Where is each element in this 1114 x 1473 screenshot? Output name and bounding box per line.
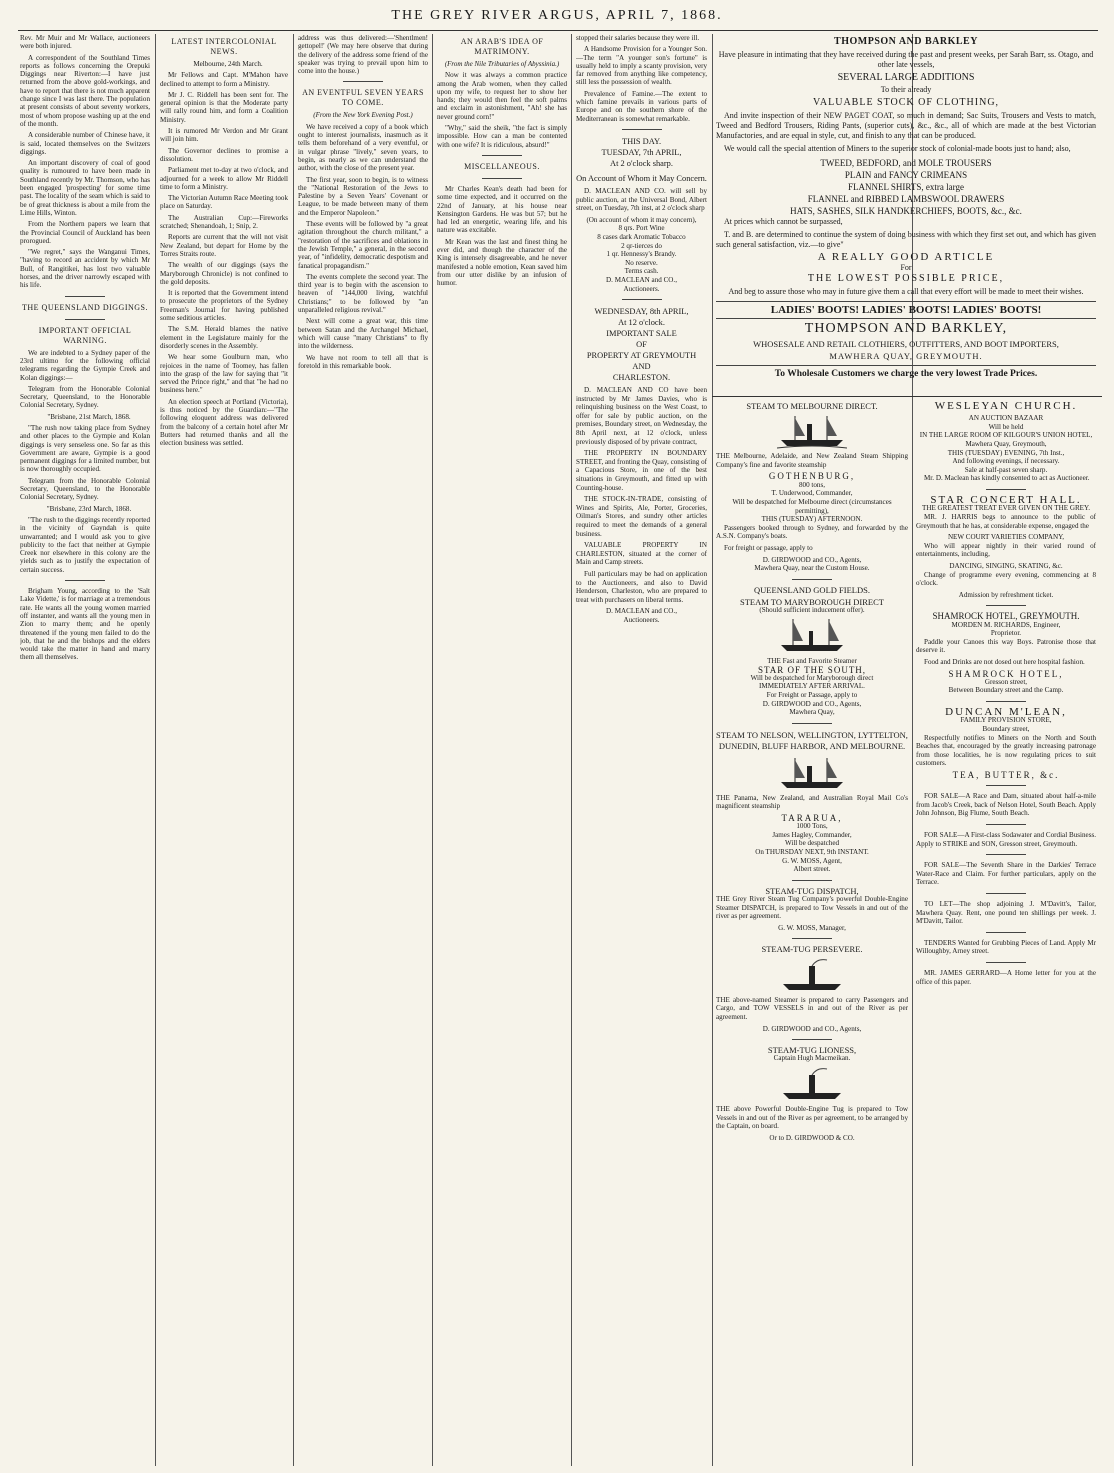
ad-line: THOMPSON AND BARKLEY, xyxy=(804,321,1008,337)
ad-line: IMMEDIATELY AFTER ARRIVAL. xyxy=(759,682,865,691)
column-rule xyxy=(712,34,713,1466)
ad-body: THE Grey River Steam Tug Company's powerful Double-Engine Steamer DISPATCH, is prepared to Tow Vessels in and out of the river as per agreement. xyxy=(716,895,908,921)
article-headline: AN EVENTFUL SEVEN YEARS TO COME. xyxy=(302,88,424,108)
ad-line: No reserve. xyxy=(625,258,658,267)
divider xyxy=(65,319,105,320)
ad-line: SEVERAL LARGE ADDITIONS xyxy=(837,72,975,83)
ad-line: James Hagley, Commander, xyxy=(772,830,852,839)
column-3 xyxy=(298,34,428,1466)
article-paragraph: The events complete the second year. The third year is to begin with the ascension to heaven of "144,000 living, watchful Christians;" to be followed by "an unparalleled religious revival." xyxy=(298,272,428,315)
ad-body: THE PROPERTY IN BOUNDARY STREET, and fronting the Quay, consisting of a Capacious Store, in one of the best situations in Greymouth, and fitted up with Counting-house. xyxy=(576,449,707,492)
article-paragraph: A correspondent of the Southland Times reports as follows concerning the Orepuki Diggings near Riverton:—I have just returned from the above gold-workings, and have to report that there is not much apparent change since I was last there. The population at present consists of about seventy workers, most of whom propose washing up at the end of the month. xyxy=(20,53,150,128)
ad-signature: D. GIRDWOOD and CO., Agents, xyxy=(762,555,862,564)
ad-body: Change of programme every evening, commencing at 8 o'clock. xyxy=(916,570,1096,588)
shipping-column xyxy=(716,402,908,1466)
article-paragraph: The Governor declines to promise a dissolution. xyxy=(160,146,288,163)
ad-body: THE Fast and Favorite Steamer xyxy=(767,656,857,665)
article-paragraph: The S.M. Herald blames the native element in the Legislature mainly for the disorderly scenes in the Assembly. xyxy=(160,325,288,350)
divider xyxy=(622,299,662,300)
ad-line: OF xyxy=(636,340,647,350)
ship-name: STAR OF THE SOUTH, xyxy=(757,664,867,675)
ad-item: 1 qr. Hennessy's Brandy. xyxy=(606,250,677,259)
divider xyxy=(986,962,1026,963)
ad-line: THIS DAY. xyxy=(621,136,662,146)
classified-ad: MR. JAMES GERRARD—A Home letter for you at the office of this paper. xyxy=(916,968,1096,986)
ad-line: Boundary street, xyxy=(982,724,1030,733)
classified-ad: TO LET—The shop adjoining J. M'Davitt's, Tailor, Mawhera Quay. Rent, one pound ten shillings per week. J. M'Davitt, Tailor. xyxy=(916,899,1096,926)
ad-line: Gresson street, xyxy=(984,677,1028,686)
ad-item: FLANNEL and RIBBED LAMBSWOOL DRAWERS xyxy=(807,193,1005,204)
ad-signature: G. W. MOSS, Agent, xyxy=(782,856,842,865)
ad-line: THIS (TUESDAY) AFTERNOON. xyxy=(761,515,863,524)
ad-line: NEW COURT VARIETIES COMPANY, xyxy=(947,533,1065,542)
ad-line: Sale at half-past seven sharp. xyxy=(964,465,1048,474)
ad-line: WEDNESDAY, 8th APRIL, xyxy=(594,307,689,317)
ad-line: MAWHERA QUAY, GREYMOUTH. xyxy=(829,351,983,362)
article-paragraph: The first year, soon to begin, is to witness the "National Restoration of the Jews to Palestine by a Seven Years' Covenant or League, to be made between many of them and the Emperor Napoleon." xyxy=(298,175,428,217)
ad-line: T. Underwood, Commander, xyxy=(771,489,853,498)
article-paragraph: stopped their salaries because they were ill. xyxy=(576,34,700,42)
article-paragraph: Mr J. C. Riddell has been sent for. The general opinion is that the Moderate party will rally round him, and form a Coalition Ministry. xyxy=(160,90,288,124)
article-paragraph: The Victorian Autumn Race Meeting took place on Saturday. xyxy=(160,194,288,211)
ad-line: To Wholesale Customers we charge the very lowest Trade Prices. xyxy=(774,368,1038,379)
article-paragraph: Mr Fellows and Capt. M'Mahon have declined to attempt to form a Ministry. xyxy=(160,71,288,88)
divider xyxy=(792,579,832,580)
divider xyxy=(65,296,105,297)
ad-signature: Auctioneers. xyxy=(623,615,660,624)
ad-body: THE above Powerful Double-Engine Tug is prepared to Tow Vessels in and out of the River as per agreement, to be arranged by the Captain, on board. xyxy=(716,1105,908,1131)
classified-ad: FOR SALE—A First-class Sodawater and Cordial Business. Apply to STRIKE and SON, Gresson street, Greymouth. xyxy=(916,830,1096,848)
ad-line: Will be despatched for Melbourne direct (circumstances permitting), xyxy=(732,497,892,515)
classified-ad: TENDERS Wanted for Grubbing Pieces of Land. Apply Mr Willoughby, Arney street. xyxy=(916,938,1096,956)
divider xyxy=(986,824,1026,825)
divider xyxy=(482,178,522,179)
ad-body: THE above-named Steamer is prepared to carry Passengers and Cargo, and TOW VESSELS in and out of the River as per agreement. xyxy=(716,995,908,1021)
article-paragraph: Rev. Mr Muir and Mr Wallace, auctioneers were both injured. xyxy=(20,34,150,51)
ad-line: THE LOWEST POSSIBLE PRICE, xyxy=(807,273,1005,285)
ad-line: On Account of Whom it May Concern. xyxy=(576,173,707,183)
ad-line: (On account of whom it may concern), xyxy=(586,215,697,224)
article-paragraph: Telegram from the Honorable Colonial Secretary, Queensland, to the Honorable Colonial Secretary, Sydney. xyxy=(20,476,150,502)
ad-headline: DUNCAN M'LEAN, xyxy=(945,706,1067,719)
ad-line: At 2 o'clock sharp. xyxy=(610,158,673,168)
ad-line: CHARLESTON. xyxy=(612,373,671,383)
ad-item: 2 qr-tierces do xyxy=(621,241,662,250)
ad-line: And following evenings, if necessary. xyxy=(952,457,1060,466)
article-paragraph: Reports are current that the will not visit New Zealand, but depart for Home by the Torres Straits route. xyxy=(160,233,288,258)
steamship-illustration xyxy=(777,412,847,450)
article-paragraph: "The rush to the diggings recently reported in the vicinity of Gayndah is quite unwarranted; and I would ask you to give publicity to the fact that neither at Gympie Creek nor elsewhere in this colony are the yields such as to justify the expectation of certain success. xyxy=(20,515,150,574)
ad-headline: STEAM TO MELBOURNE DIRECT. xyxy=(746,402,878,411)
divider xyxy=(622,129,662,130)
divider xyxy=(792,1039,832,1040)
ad-body: Respectfully notifies to Miners on the North and South Beaches that, encouraged by the greatly increasing patronage from those localities, he is now regulating prices to suit customers. xyxy=(916,733,1096,768)
ad-headline: SHAMROCK HOTEL, GREYMOUTH. xyxy=(932,611,1080,622)
article-paragraph: We hear some Goulburn man, who rejoices in the name of Toomey, has fallen into the grasp of the law for saying that "it served the Prince right," and that "he had no business here." xyxy=(160,353,288,395)
ad-signature: D. GIRDWOOD and CO., Agents, xyxy=(762,1024,862,1033)
column-2 xyxy=(160,34,288,1466)
ad-headline: QUEENSLAND GOLD FIELDS. xyxy=(754,584,870,595)
dateline: "Brisbane, 21st March, 1868. xyxy=(47,412,131,421)
ad-signature: G. W. MOSS, Manager, xyxy=(778,923,846,932)
ad-headline: STEAM-TUG LIONESS, xyxy=(767,1045,857,1056)
ad-signature: Or to D. GIRDWOOD & CO. xyxy=(769,1133,855,1142)
article-paragraph: We have received a copy of a book which ought to interest journalists, inasmuch as it tells them beforehand of a very eventful, or in vulgar phrase "lively," seven years, to begin, as nearly as we can understand the author, with the close of the present year. xyxy=(298,122,428,173)
ad-line: FAMILY PROVISION STORE, xyxy=(960,716,1052,725)
ad-line: (Should sufficient inducement offer). xyxy=(759,606,865,615)
ad-signature: D. MACLEAN and CO., xyxy=(606,607,677,616)
divider xyxy=(792,938,832,939)
ad-item: HATS, SASHES, SILK HANDKERCHIEFS, BOOTS, &c., &c. xyxy=(790,205,1022,216)
notices-column xyxy=(916,402,1096,1466)
steam-tug-illustration xyxy=(777,1065,847,1103)
ad-line: THE GREATEST TREAT EVER GIVEN ON THE GREY. xyxy=(921,504,1090,513)
ad-body: VALUABLE PROPERTY IN CHARLESTON, situated at the corner of Main and Camp streets. xyxy=(576,541,707,567)
article-paragraph: "The rush now taking place from Sydney and other places to the Gympie and Kolan diggings is very senseless one. So far as this Government are aware, Gympie is a good permanent diggings for a limited number, but is now thoroughly occupied. xyxy=(20,423,150,474)
ad-body: T. and B. are determined to continue the system of doing business with which they first set out, and which has given such general satisfaction, viz.—to give" xyxy=(716,229,1096,249)
ad-line: On THURSDAY NEXT, 9th INSTANT. xyxy=(755,848,869,857)
ad-body: Passengers booked through to Sydney, and forwarded by the A.S.N. Company's boats. xyxy=(716,523,908,541)
ad-line: At 12 o'clock. xyxy=(618,318,665,328)
article-paragraph: A Handsome Provision for a Younger Son.—The term "A younger son's fortune" is usually held to imply a scanty provision, very far removed from anything like competency, still less the possession of wealth. xyxy=(576,45,707,87)
masthead-title: THE GREY RIVER ARGUS, APRIL 7, 1868. xyxy=(391,8,723,23)
masthead-rule xyxy=(18,30,1098,31)
ad-line: TEA, BUTTER, &c. xyxy=(952,769,1060,780)
ad-signature: D. MACLEAN and CO., xyxy=(606,275,677,284)
divider xyxy=(792,723,832,724)
ad-item: 8 cases dark Aromatic Tobacco xyxy=(597,232,686,241)
ad-signature: Auctioneers. xyxy=(623,284,660,293)
ad-headline: STAR CONCERT HALL. xyxy=(930,494,1082,507)
column-4 xyxy=(437,34,567,1466)
divider xyxy=(986,785,1026,786)
ad-body: THE Panama, New Zealand, and Australian Royal Mail Co's magnificent steamship xyxy=(716,793,908,811)
ad-body: And invite inspection of their NEW PAGET COAT, so much in demand; Sac Suits, Trousers and Vests to match, Tweed and Bedford Trousers, Riding Pants, (superior cuts), &c., &c., all of which are made at the best Victorian Manufactories, and are equal in style, cut, and finish to any that can be produced. xyxy=(716,110,1096,140)
article-paragraph: "We regret," says the Wanganui Times, "having to record an accident by which Mr Bull, of Rangitikei, has lost two valuable horses, and the driver narrowly escaped with his life. xyxy=(20,248,150,290)
ad-body: THE Melbourne, Adelaide, and New Zealand Steam Shipping Company's fine and favorite steamship xyxy=(716,452,908,469)
article-paragraph: Mr Kean was the last and finest thing he ever did, and though the character of the King is intensely disagreeable, and he never manifested a noble emotion, Kean saved him from our utter dislike by an infusion of humor. xyxy=(437,237,567,288)
ad-body: Food and Drinks are not dosed out here hospital fashion. xyxy=(924,657,1085,666)
ad-item: 8 qrs. Port Wine xyxy=(618,224,665,233)
ad-signature: Mawhera Quay, near the Custom House. xyxy=(754,564,870,573)
ad-line: PROPERTY AT GREYMOUTH xyxy=(586,351,697,361)
ad-line: VALUABLE STOCK OF CLOTHING, xyxy=(812,96,1000,108)
divider xyxy=(986,605,1026,606)
ad-item: TWEED, BEDFORD, and MOLE TROUSERS xyxy=(820,157,992,168)
ad-headline: THOMPSON AND BARKLEY xyxy=(834,36,978,47)
column-1 xyxy=(20,34,150,1466)
column-rule xyxy=(155,34,156,1466)
ad-item: PLAIN and FANCY CRIMEANS xyxy=(844,169,968,180)
article-paragraph: An election speech at Portland (Victoria), is thus noticed by the Guardian:—"The following eloquent address was delivered from the balcony of a certain hotel after Mr Butters had returned thanks and all the election business was settled. xyxy=(160,397,288,448)
article-headline: AN ARAB'S IDEA OF MATRIMONY. xyxy=(460,37,544,56)
ad-line: 800 tons, xyxy=(798,480,825,489)
ad-line: For xyxy=(900,263,912,273)
ad-body: For freight or passage, apply to xyxy=(724,543,813,552)
ad-headline: WESLEYAN CHURCH. xyxy=(934,402,1078,412)
dateline: "Brisbane, 23rd March, 1868. xyxy=(46,504,132,513)
ad-line: 1000 Tons, xyxy=(796,822,828,831)
divider xyxy=(986,489,1026,490)
article-paragraph: Prevalence of Famine.—The extent to which famine prevails in various parts of Europe and on the southern shore of the Mediterranean is somewhat remarkable. xyxy=(576,89,707,123)
article-paragraph: It is rumored Mr Verdon and Mr Grant will join him. xyxy=(160,127,288,144)
article-paragraph: Brigham Young, according to the 'Salt Lake Vidette,' is for marriage at a tremendous rate. He wants all the young women married off instanter, and wants all the young men in Zion to marry them; and he openly threatened if the young men failed to do the job, that he and the bishops and the elders would take the matter in hand and marry them all themselves. xyxy=(20,587,150,662)
ad-body: D. MACLEAN AND CO have been instructed by Mr James Davies, who is relinquishing business on the West Coast, to offer for sale by public auction, on the premises, Boundary street, on Wednesday, the 8th April next, at 12 o'clock, unless previously disposed of by private contract, xyxy=(576,386,707,446)
divider xyxy=(482,155,522,156)
column-rule xyxy=(571,34,572,1466)
article-paragraph: The wealth of our diggings (says the Maryborough Chronicle) is not confined to the gold deposits. xyxy=(160,261,288,286)
article-paragraph: Next will come a great war, this time between Satan and the Archangel Michael, which will cause "many Christians" to fly into the wilderness. xyxy=(298,317,428,351)
article-paragraph: Mr Charles Kean's death had been for some time expected, and it occurred on the 22nd of January, at his house near Kensington Gardens. He was but 57; but he had led an energetic, wearing life, and his nature was excitable. xyxy=(437,184,567,235)
masthead xyxy=(0,6,1114,28)
thompson-barkley-ad xyxy=(716,34,1096,434)
ad-headline: STEAM TO MARYBOROUGH DIRECT xyxy=(740,597,884,608)
ad-line: Will be despatched for Maryborough direct xyxy=(750,673,874,682)
ad-signature: D. GIRDWOOD and CO., Agents, xyxy=(762,699,862,708)
article-subheadline: IMPORTANT OFFICIAL WARNING. xyxy=(38,325,132,345)
article-paragraph: An important discovery of coal of good quality is rumoured to have been made in Southland recently by Mr. Thomson, who has been engaged 'prospecting' for some time past. The locality of the seam which is said to be of great thickness is about a mile from the Lime Hills, Winton. xyxy=(20,159,150,217)
ad-line: Admission by refreshment ticket. xyxy=(958,590,1054,599)
divider xyxy=(792,880,832,881)
ad-body: D. MACLEAN AND CO. will sell by public auction, at the Universal Bond, Albert street, on Tuesday, 7th inst, at 2 o'clock sharp xyxy=(576,186,707,213)
ad-line: THIS (TUESDAY) EVENING, 7th Inst., xyxy=(947,448,1065,457)
ad-body: Have pleasure in intimating that they have received during the past and present weeks, per Sarah Barr, ss. Otago, and other late vessels, xyxy=(718,50,1094,69)
ad-body: Full particulars may be had on application to the Auctioneers, and also to David Henderson, Charleston, who are prepared to treat with purchasers on liberal terms. xyxy=(576,569,707,604)
ad-headline: STEAM-TUG PERSEVERE. xyxy=(761,944,863,955)
article-paragraph: "Why," said the sheik, "the fact is simply impossible. How can a man be contented with one wife? It is ridiculous, absurd!" xyxy=(437,124,567,149)
section-headline: MISCELLANEOUS. xyxy=(464,161,540,171)
divider xyxy=(986,854,1026,855)
divider xyxy=(986,701,1026,702)
steamship-illustration xyxy=(777,754,847,792)
article-source: (From the Nile Tributaries of Abyssinia.) xyxy=(444,60,560,68)
ad-body: We would call the special attention of Miners to the superior stock of colonial-made boots just to hand; also, xyxy=(724,143,1071,153)
ad-line: For Freight or Passage, apply to xyxy=(766,690,858,699)
article-paragraph: Telegram from the Honorable Colonial Secretary, Queensland, to the Honorable Colonial Secretary, Sydney. xyxy=(20,384,150,410)
ad-line: AND xyxy=(632,362,651,372)
divider xyxy=(65,580,105,581)
ad-line: Proprietor. xyxy=(990,629,1022,638)
article-paragraph: address was thus delivered:—'Shentlmen! gettopel!' (We may here observe that during the delivery of the address some friend of the speaker was trying to prevail upon him to come into the house.) xyxy=(298,34,428,76)
article-paragraph: We are indebted to a Sydney paper of the 23rd ultimo for the following official telegrams regarding the Gympie Creek and Kolan diggings:— xyxy=(20,348,150,382)
ad-signature: Albert street. xyxy=(793,865,831,874)
ad-line: To their already xyxy=(880,85,932,95)
article-source: (From the New York Evening Post.) xyxy=(313,111,413,120)
article-paragraph: Now it was always a common practice among the Arab women, when they called upon my wife, to request her to show her hands; they would then feel the soft palms and exclaim in astonishment, "Ah! she has never ground corn!" xyxy=(437,71,567,121)
ad-body: Mr. D. Maclean has kindly consented to act as Auctioneer. xyxy=(924,474,1090,483)
auction-ad-1 xyxy=(576,136,707,293)
ad-signature: Mawhera Quay, xyxy=(789,708,835,717)
column-rule xyxy=(432,34,433,1466)
ad-body: MR. J. HARRIS begs to announce to the public of Greymouth that he has, at considerable expense, engaged the xyxy=(916,512,1096,530)
ad-line: LADIES' BOOTS! LADIES' BOOTS! LADIES' BOOTS! xyxy=(770,303,1042,316)
ad-line: Mawhera Quay, Greymouth, xyxy=(965,440,1047,449)
ad-line: Terms cash. xyxy=(624,267,659,276)
ad-body: THE STOCK-IN-TRADE, consisting of Wines and Spirits, Ale, Porter, Groceries, Oilman's Stores, and sundry other articles required to meet the demands of a general business. xyxy=(576,495,707,538)
ad-line: Will be despatched xyxy=(784,839,840,848)
steamship-illustration xyxy=(777,617,847,655)
article-paragraph: Parliament met to-day at two o'clock, and adjourned for a week to allow Mr Riddell time to form a Ministry. xyxy=(160,166,288,191)
column-5 xyxy=(576,34,707,1466)
article-paragraph: These events will be followed by "a great agitation throughout the church militant," a "restoration of the sacrifices and oblations in the Jewish Temple," a general, in the second year, of "infidelity, democratic despotism and fanatical propagandism." xyxy=(298,220,428,270)
article-headline: THE QUEENSLAND DIGGINGS. xyxy=(22,302,148,312)
ad-headline: STEAM-TUG DISPATCH, xyxy=(765,885,859,896)
ad-line: DANCING, SINGING, SKATING, &c. xyxy=(949,561,1063,570)
column-rule xyxy=(293,34,294,1466)
classified-ad: FOR SALE—A Race and Dam, situated about half-a-mile from Jacob's Creek, back of Nelson Hotel, South Beach. Apply John Johnson, Big Flume, South Beach. xyxy=(916,792,1096,818)
ad-line: Between Boundary street and the Camp. xyxy=(948,686,1064,695)
ad-body: At prices which cannot be surpassed, xyxy=(724,216,843,226)
section-rule xyxy=(712,396,1102,397)
auction-ad-2 xyxy=(576,306,707,624)
divider xyxy=(986,893,1026,894)
ad-item: FLANNEL SHIRTS, extra large xyxy=(848,181,964,192)
ad-line: A REALLY GOOD ARTICLE xyxy=(817,250,995,263)
article-paragraph: We have not room to tell all that is foretold in this remarkable book. xyxy=(298,353,428,370)
dateline: Melbourne, 24th March. xyxy=(193,60,263,68)
article-paragraph: It is reported that the Government intend to prosecute the proprietors of the Sydney Freeman's Journal for having published some seditious articles. xyxy=(160,289,288,323)
ad-body: Who will appear nightly in their varied round of entertainments, including, xyxy=(916,541,1096,559)
ad-body: Paddle your Canoes this way Boys. Patronise those that deserve it. xyxy=(916,637,1096,655)
ad-line: AN AUCTION BAZAAR xyxy=(968,414,1044,423)
ship-name: GOTHENBURG, xyxy=(768,471,856,482)
ad-line: WHOSESALE AND RETAIL CLOTHIERS, OUTFITTERS, AND BOOT IMPORTERS, xyxy=(753,339,1059,350)
classified-ad: FOR SALE—The Seventh Share in the Darkies' Terrace Water-Race and Claim. For further particulars, apply on the Terrace. xyxy=(916,861,1096,887)
ad-line: MORDEN M. RICHARDS, Engineer, xyxy=(951,620,1061,629)
divider xyxy=(343,81,383,82)
article-paragraph: The Australian Cup:—Fireworks scratched; Shenandoah, 1; Snip, 2. xyxy=(160,213,288,231)
ad-line: SHAMROCK HOTEL, xyxy=(948,668,1064,679)
ad-line: Captain Hugh Macmeikan. xyxy=(773,1054,851,1063)
ad-line: Will be held xyxy=(988,422,1024,431)
steam-tug-illustration xyxy=(777,956,847,994)
ship-name: TARARUA, xyxy=(781,812,843,823)
article-headline: LATEST INTERCOLONIAL NEWS. xyxy=(171,37,277,56)
ad-body: And beg to assure those who may in future give them a call that every effort will be made to meet their wishes. xyxy=(728,286,1084,296)
article-paragraph: A considerable number of Chinese have, it is said, located themselves on the Switzers diggings. xyxy=(20,131,150,156)
ad-line: IN THE LARGE ROOM OF KILGOUR'S UNION HOTEL, xyxy=(919,431,1093,440)
ad-line: IMPORTANT SALE xyxy=(606,329,677,339)
ad-headline: STEAM TO NELSON, WELLINGTON, LYTTELTON, DUNEDIN, BLUFF HARBOR, AND MELBOURNE. xyxy=(716,729,908,751)
ad-line: TUESDAY, 7th APRIL, xyxy=(601,147,682,157)
article-paragraph: From the Northern papers we learn that the Provincial Council of Auckland has been prorogued. xyxy=(20,220,150,245)
divider xyxy=(986,932,1026,933)
